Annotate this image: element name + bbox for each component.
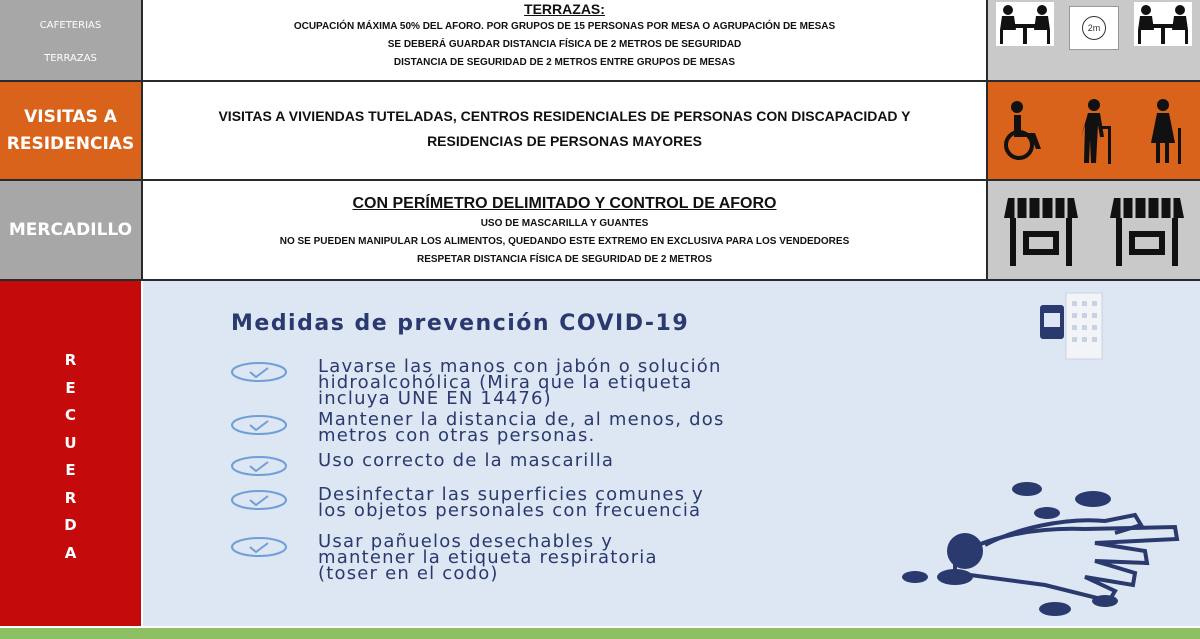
recuerda-letter: E	[65, 378, 76, 397]
elderly-woman-icon	[1145, 98, 1187, 164]
cafeterias-label: CAFETERIAS	[39, 20, 102, 31]
mercadillo-icons	[988, 181, 1200, 279]
terrazas-rule-1: OCUPACIÓN MÁXIMA 50% DEL AFORO. POR GRUPOS DE 15 PERSONAS POR MESA O AGRUPACIÓN DE MESAS	[293, 21, 836, 32]
recuerda-letter: A	[64, 543, 77, 562]
prevention-item	[230, 409, 725, 446]
terrazas-heading: TERRAZAS:	[524, 1, 605, 17]
elderly-man-icon	[1076, 98, 1118, 164]
recuerda-column	[0, 281, 141, 626]
recuerda-letter: R	[64, 351, 77, 369]
mercadillo-rule-2: NO SE PUEDEN MANIPULAR LOS ALIMENTOS, QUEDANDO ESTE EXTREMO EN EXCLUSIVA PARA LOS VENDEDORES	[279, 236, 850, 247]
terrazas-rules	[141, 0, 988, 80]
check-icon	[230, 536, 288, 558]
visitas-rules	[141, 82, 988, 179]
terrazas-rule-3: DISTANCIA DE SEGURIDAD DE 2 METROS ENTRE GRUPOS DE MESAS	[393, 57, 736, 68]
recuerda-letter: U	[64, 433, 77, 452]
table-people-icon	[1134, 2, 1192, 46]
terrazas-label: TERRAZAS	[44, 53, 97, 64]
check-icon	[230, 489, 288, 511]
prevention-item	[230, 484, 704, 521]
distance-2m-icon	[1069, 6, 1119, 50]
municipal-logo	[1036, 285, 1116, 361]
market-stall-icon	[1004, 194, 1078, 266]
wheelchair-icon	[1001, 99, 1049, 163]
mercadillo-label: MERCADILLO	[0, 181, 141, 279]
prevention-item	[230, 356, 722, 409]
terrazas-rule-2: SE DEBERÁ GUARDAR DISTANCIA FÍSICA DE 2 METROS DE SEGURIDAD	[387, 39, 742, 50]
footer-strip	[0, 628, 1200, 639]
visitas-rule-2: RESIDENCIAS DE PERSONAS MAYORES	[427, 133, 702, 149]
visitas-label: VISITAS A RESIDENCIAS	[0, 82, 141, 179]
prevention-item	[230, 531, 658, 584]
visitas-icons	[988, 82, 1200, 179]
table-people-icon	[996, 2, 1054, 46]
prevention-item	[230, 450, 615, 477]
check-icon	[230, 455, 288, 477]
terrazas-label-cell	[0, 0, 141, 80]
market-stall-icon	[1110, 194, 1184, 266]
distance-2m-text: 2m	[1082, 16, 1106, 40]
check-icon	[230, 414, 288, 436]
hand-washing-icon	[895, 477, 1195, 622]
prevention-item-text: Usar pañuelos desechables y mantener la etiqueta respiratoria (toser en el codo)	[318, 531, 658, 584]
prevention-panel	[143, 281, 1200, 626]
recuerda-letter: D	[64, 516, 77, 534]
prevention-item-text: Lavarse las manos con jabón o solución hidroalcohólica (Mira que la etiqueta incluya UNE EN 14476)	[318, 356, 722, 409]
prevention-item-text: Uso correcto de la mascarilla	[318, 450, 615, 471]
prevention-item-text: Desinfectar las superficies comunes y los objetos personales con frecuencia	[318, 484, 704, 521]
check-icon	[230, 361, 288, 383]
terrazas-icons	[988, 0, 1200, 80]
recuerda-letter: E	[65, 461, 76, 479]
mercadillo-rules	[141, 181, 988, 279]
mercadillo-heading: CON PERÍMETRO DELIMITADO Y CONTROL DE AFORO	[352, 195, 777, 212]
mercadillo-rule-3: RESPETAR DISTANCIA FÍSICA DE SEGURIDAD DE 2 METROS	[416, 254, 713, 265]
recuerda-letter: R	[64, 488, 77, 507]
prevention-item-text: Mantener la distancia de, al menos, dos metros con otras personas.	[318, 409, 725, 446]
prevention-title: Medidas de prevención COVID-19	[231, 311, 690, 336]
recuerda-letter: C	[64, 406, 76, 424]
mercadillo-rule-1: USO DE MASCARILLA Y GUANTES	[480, 218, 649, 229]
visitas-rule-1: VISITAS A VIVIENDAS TUTELADAS, CENTROS RESIDENCIALES DE PERSONAS CON DISCAPACIDAD Y	[218, 108, 911, 124]
